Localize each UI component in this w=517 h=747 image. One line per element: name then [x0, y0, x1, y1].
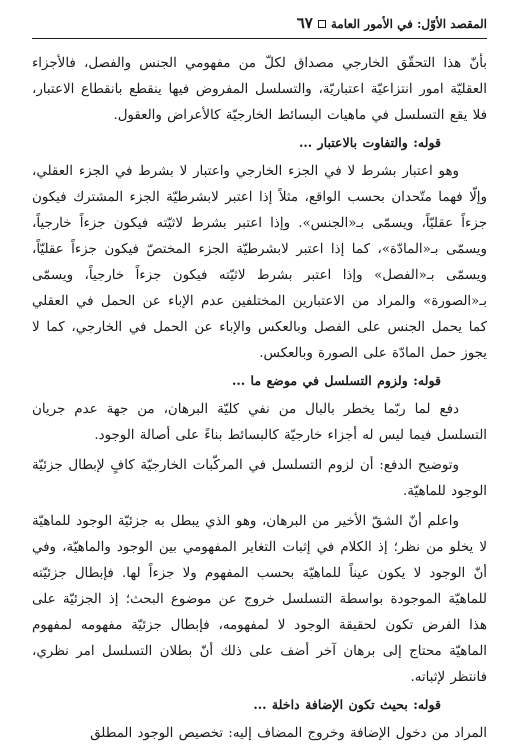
body-paragraph: وتوضيح الدفع: أن لزوم التسلسل في المركّبات الخارجيّة كافٍ لإبطال جزئيّة الوجود للماهيّة. [32, 458, 487, 499]
page-header [32, 14, 487, 39]
body-paragraph: وهو اعتبار بشرط لا في الجزء الخارجي واعتبار لا بشرط في الجزء العقلي، وإلّا فهما متّحدان بحسب الواقع، مثلاً إذا اعتبر لابشرطيّة الجزء المشترك فيكون جزءاً عقليّاً، ويسمّى بـ«الجنس». وإذا اعتبر بشرط لاثيّته فيكون جزءاً خارجياً، ويسمّى بـ«المادّة»، كما إذا اعتبر لابشرطيّة الجزء المختصّ فيكون جزءاً عقليّاً، ويسمّى بـ«الفصل» وإذا اعتبر بشرط لاثيّته فيكون جزءاً خارجياً، ويسمّى بـ«الصورة» والمراد من الاعتبارين المختلفين عدم الإباء عن الحمل في العقلي كما يحمل الجنس على الفصل وبالعكس والإباء عن الحمل في الخارجي، كما لا يجوز حمل المادّة على الصورة وبالعكس. [32, 164, 487, 361]
body-paragraph: واعلم أنّ الشقّ الأخير من البرهان، وهو الذي يبطل به جزئيّة الوجود للماهيّة لا يخلو من نظر؛ إذ الكلام في إثبات التغاير المفهومي بين الوجود والماهيّة، وفي أنّ الوجود لا يكون عيناً للماهيّة بحسب المفهوم ولا جزءاً لها. فإبطال جزئيّته للماهيّة الموجودة بواسطة التسلسل خروج عن موضوع البحث؛ إذ الجزئيّة على هذا الفرض تكون لحقيقة الوجود لا لمفهومه، فإبطال جزئيّة مفهومه لمفهوم الماهيّة محتاج إلى برهان آخر أضف على ذلك أنّ بطلان التسلسل امر نظري، فانتظر لإثباته. [32, 514, 487, 685]
quote-heading: قوله: بحيث تكون الإضافة داخلة ... [253, 697, 441, 712]
running-header-title: المقصد الأوّل: في الأمور العامة [330, 17, 487, 31]
body-paragraph: دفع لما ربّما يخطر بالبال من نفي كليّة البرهان، من جهة عدم جريان التسلسل فيما ليس له أجزاء خارجيّة كالبسائط بناءً على أصالة الوجود. [32, 402, 487, 443]
page-number: ٦٧ [296, 14, 313, 32]
quote-heading: قوله: والتفاوت بالاعتبار ... [299, 135, 441, 150]
body-paragraph: المراد من دخول الإضافة وخروج المضاف إليه: تخصيص الوجود المطلق [90, 726, 487, 741]
body-paragraph: بأنّ هذا التحقّق الخارجي مصداق لكلّ من مفهومي الجنس والفصل، فالأجزاء العقليّة امور انتزاعيّة اعتباريّة، والتسلسل المفروض فيها ينقطع بانقطاع الاعتبار، فلا يقع التسلسل في ماهيات البسائط الخارجيّة كالأعراض والعقول. [32, 56, 487, 123]
quote-heading: قوله: ولزوم التسلسل في موضع ما ... [231, 373, 441, 388]
header-separator-box [318, 20, 326, 28]
page-body [32, 51, 487, 747]
